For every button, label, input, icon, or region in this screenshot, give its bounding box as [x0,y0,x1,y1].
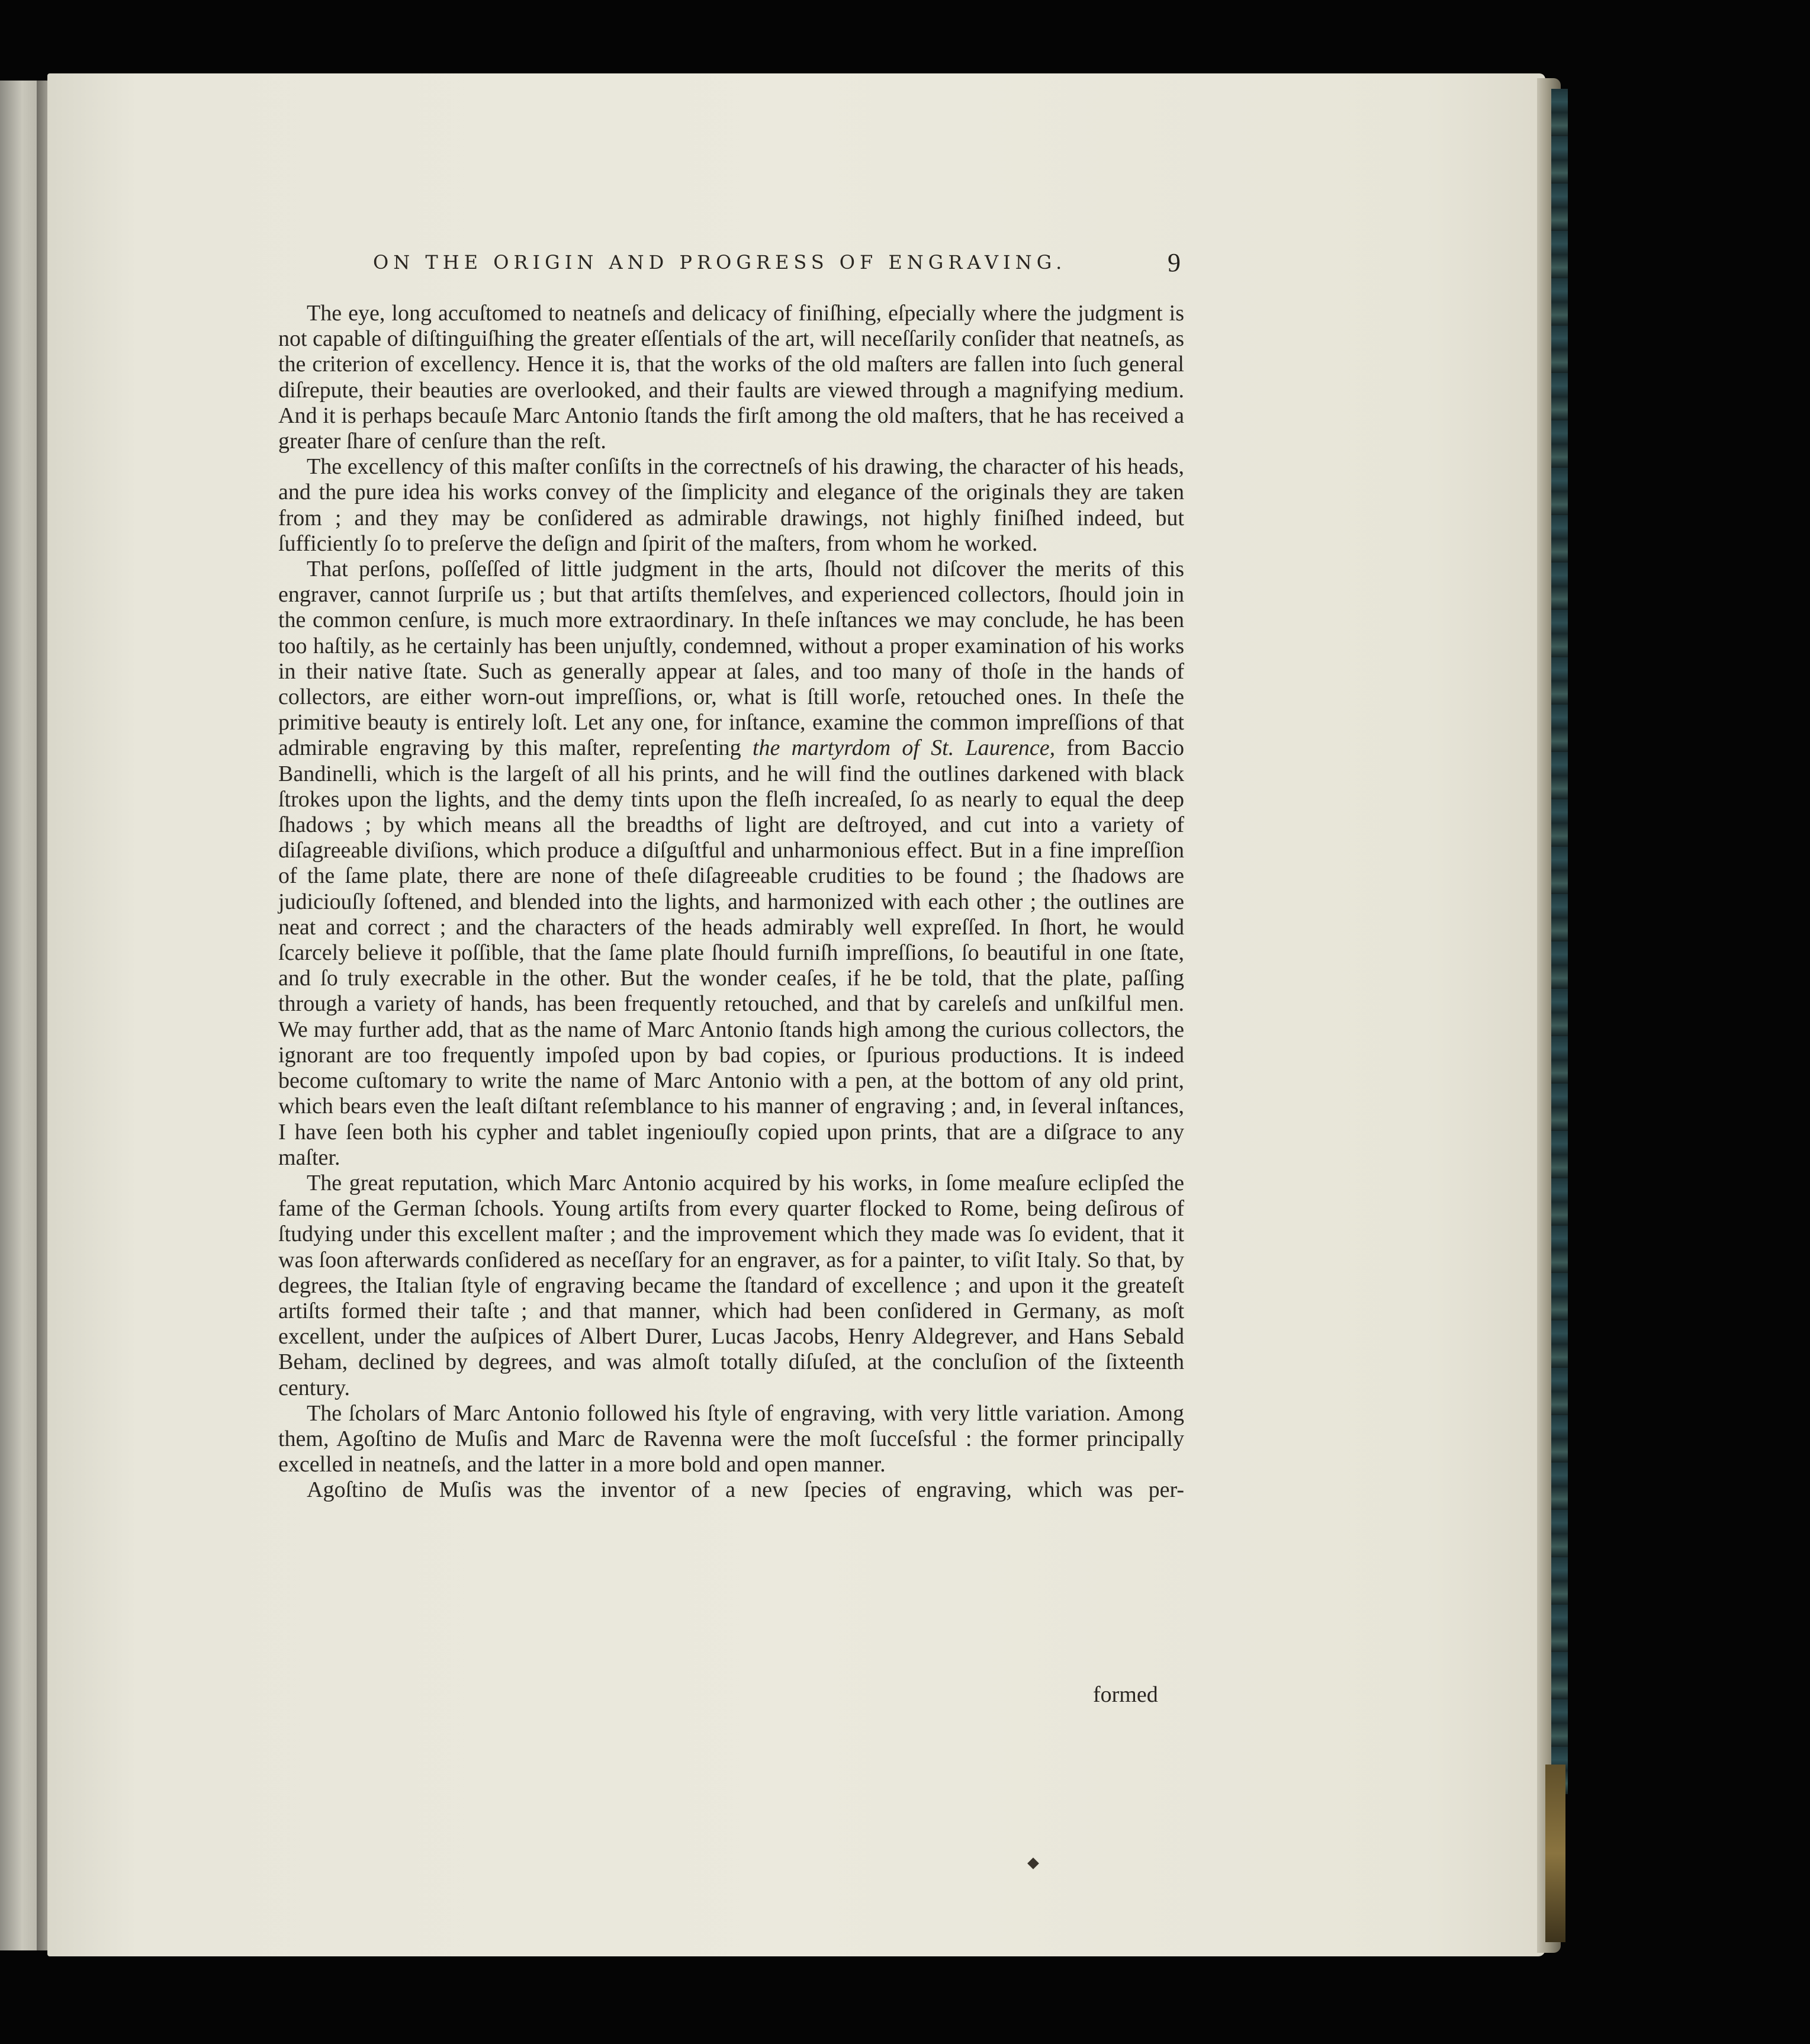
italic-title: the martyrdom of St. Laurence, [752,735,1056,761]
marbled-cover-edge [1551,89,1568,1794]
paragraph-text: from Baccio Bandinelli, which is the largeſt of all his prints, and he will find the outlines darkened with black ſtrokes upon the lights, and the demy tints upon the fleſh increaſed, ſo as nearly to equal the deep ſhadows ; by which means all the breadths of light are deſtroyed, and cut into a variety of diſagreeable diviſions, which produce a diſguſtful and unharmonious effect. But in a fine impreſſion of the ſame plate, there are none of theſe diſagreeable crudities to be found ; the ſhadows are judiciouſly ſoftened, and blended into the lights, and harmonized with each other ; the outlines are neat and correct ; and the characters of the heads admirably well expreſſed. In ſhort, he would ſcarcely believe it poſſible, that the ſame plate ſhould furniſh impreſſions, ſo beautiful in one ſtate, and ſo truly execrable in the other. But the wonder ceaſes, if he be told, that the plate, paſſing through a variety of hands, has been frequently retouched, and that by careleſs and unſkilful men. We may further add, that as the name of Marc Antonio ſtands high among the curious collectors, the ignorant are too frequently impoſed upon by bad copies, or ſpurious productions. It is indeed become cuſtomary to write the name of Marc Antonio with a pen, at the bottom of any old print, which bears even the leaſt diſtant reſemblance to his manner of engraving ; and, in ſeveral inſtances, I have ſeen both his cypher and tablet ingeniouſly copied upon prints, that are a diſgrace to any maſter. [278,735,1184,1170]
paragraph: The excellency of this maſter conſiſts in the correctneſs of his drawing, the character of his heads, and the pure idea his works convey of the ſimplicity and elegance of the originals they are taken from ; and they may be conſidered as admirable drawings, not highly finiſhed indeed, but ſufficiently ſo to preſerve the deſign and ſpirit of the maſters, from whom he worked. [278,454,1184,556]
facing-page-edge [0,81,40,1950]
running-head: ON THE ORIGIN AND PROGRESS OF ENGRAVING. [373,251,1067,274]
paragraph: The great reputation, which Marc Antonio acquired by his works, in ſome meaſure eclipſed the fame of the German ſchools. Young artiſts from every quarter flocked to Rome, being deſirous of ſtudying under this excellent maſter ; and the improvement which they made was ſo evident, that it was ſoon afterwards conſidered as neceſſary for an engraver, as for a painter, to viſit Italy. So that, by degrees, the Italian ſtyle of engraving became the ſtandard of excellence ; and upon it the greateſt artiſts formed their taſte ; and that manner, which had been conſidered in Germany, as moſt excellent, under the auſpices of Albert Durer, Lucas Jacobs, Henry Aldegrever, and Hans Sebald Beham, declined by degrees, and was almoſt totally diſuſed, at the concluſion of the ſixteenth century. [278,1170,1184,1400]
paragraph: The ſcholars of Marc Antonio followed his ſtyle of engraving, with very little variation. Among them, Agoſtino de Muſis and Marc de Ravenna were the moſt ſucceſsful : the former principally excelled in neatneſs, and the latter in a more bold and open manner. [278,1400,1184,1477]
cover-corner [1545,1765,1565,1942]
paragraph: The eye, long accuſtomed to neatneſs and delicacy of finiſhing, eſpecially where the judgment is not capable of diſtinguiſhing the greater eſſentials of the art, will neceſſarily conſider that neatneſs, as the criterion of excellency. Hence it is, that the works of the old maſters are fallen into ſuch general diſrepute, their beauties are overlooked, and their faults are viewed through a magnifying medium. And it is perhaps becauſe Marc Antonio ſtands the firſt among the old maſters, that he has received a greater ſhare of cenſure than the reſt. [278,301,1184,454]
paragraph: Agoſtino de Muſis was the inventor of a new ſpecies of engraving, which was per- [307,1477,1184,1503]
page-number: 9 [1168,248,1181,277]
paragraph-text: That perſons, poſſeſſed of little judgment in the arts, ſhould not diſcover the merits of this engraver, cannot ſurpriſe us ; but that artiſts themſelves, and experienced collectors, ſhould join in the common cenſure, is much more extraordinary. In theſe inſtances we may conclude, he has been too haſtily, as he certainly has been unjuſtly, condemned, without a proper examination of his works in their native ſtate. Such as generally appear at ſales, and too many of thoſe in the hands of collectors, are either worn-out impreſſions, or, what is ſtill worſe, retouched ones. In theſe the primitive beauty is entirely loſt. Let any one, for inſtance, examine the common impreſſions of that admirable engraving by this maſter, repreſenting [278,557,1184,761]
paragraph [278,557,1184,1171]
body-text [278,301,1184,1503]
catchword: formed [1093,1682,1158,1707]
